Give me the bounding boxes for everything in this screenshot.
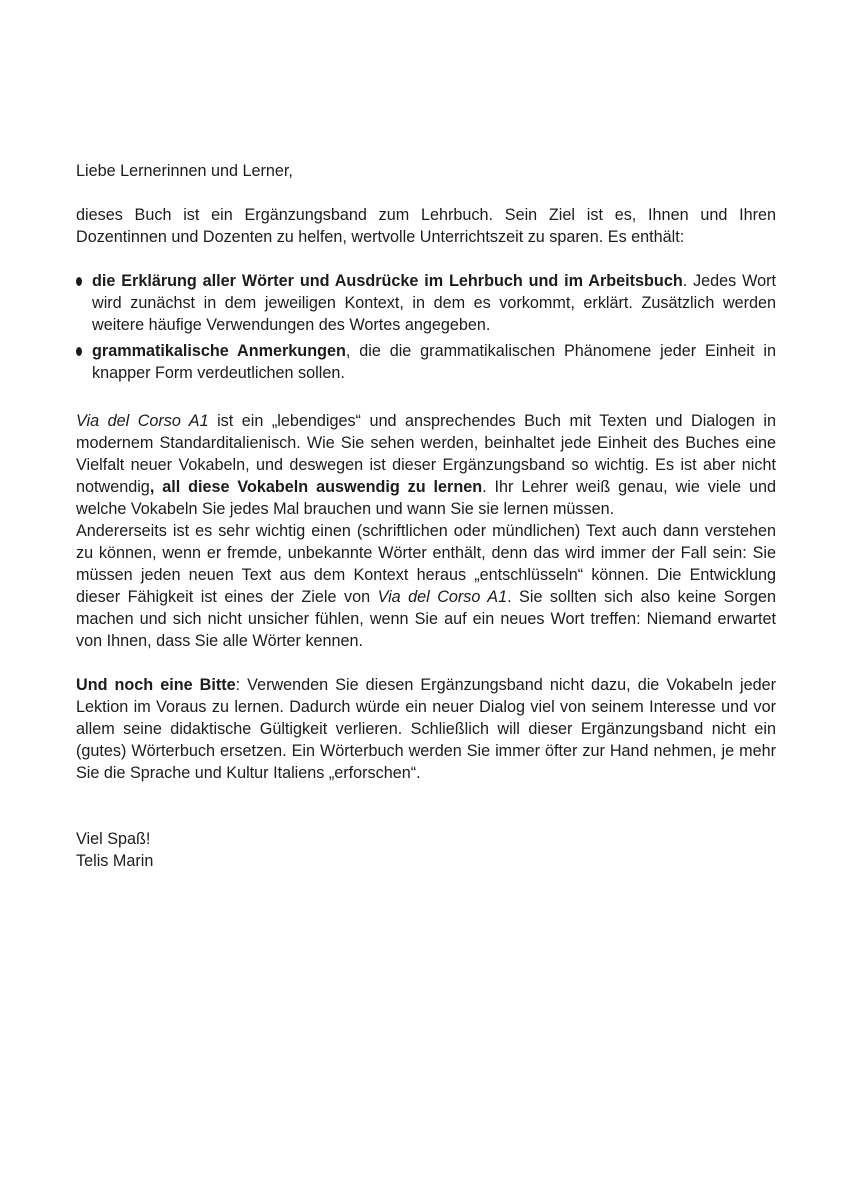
bullet-icon	[76, 347, 82, 356]
greeting: Liebe Lernerinnen und Lerner,	[76, 162, 293, 180]
letter	[76, 160, 776, 872]
contents-list	[76, 270, 776, 384]
list-item	[76, 270, 776, 336]
intro-paragraph: dieses Buch ist ein Ergänzungsband zum Lehrbuch. Sein Ziel ist es, Ihnen und Ihren Dozentinnen und Dozenten zu helfen, wertvolle Unterrichtszeit zu sparen. Es enthält:	[76, 206, 776, 246]
emphasis: , all diese Vokabeln auswendig zu lernen	[149, 478, 483, 496]
context-paragraph: Andererseits ist es sehr wichtig einen (schriftlichen oder mündlichen) Text auch dann verstehen zu können, wenn er fremde, unbekannte Wörter enthält, denn das wird immer der Fall sein: Sie müssen jeden neuen Text aus dem Kontext heraus „entschlüsseln“ können. Die Entwicklung dieser Fähigkeit ist eines der Ziele von Via del Corso A1. Sie sollten sich also keine Sorgen machen und sich nicht unsicher fühlen, wenn Sie auf ein neues Wort treffen: Niemand erwartet von Ihnen, dass Sie alle Wörter kennen.	[76, 522, 776, 650]
book-title: Via del Corso A1	[76, 412, 209, 430]
bullet-icon	[76, 277, 82, 286]
list-item-text: . Jedes Wort wird zunächst in dem jeweiligen Kontext, in dem es vorkommt, erklärt. Zusätzlich werden weitere häufige Verwendungen des Wortes angegeben.	[92, 272, 776, 334]
book-title: Via del Corso A1	[377, 588, 508, 606]
list-item-bold: grammatikalische Anmerkungen	[92, 342, 346, 360]
list-item-text: , die die grammatikalischen Phänomene jeder Einheit in knapper Form verdeutlichen sollen.	[92, 342, 776, 382]
signature: Telis Marin	[76, 852, 154, 870]
request-paragraph: Und noch eine Bitte: Verwenden Sie diesen Ergänzungsband nicht dazu, die Vokabeln jeder Lektion im Voraus zu lernen. Dadurch würde ein neuer Dialog viel von seinem Interesse und vor allem seine didaktische Gültigkeit verlieren. Schließlich will dieser Ergänzungsband nicht ein (gutes) Wörterbuch ersetzen. Ein Wörterbuch werden Sie immer öfter zur Hand nehmen, je mehr Sie die Sprache und Kultur Italiens „erforschen“.	[76, 676, 776, 782]
closing: Viel Spaß!	[76, 830, 151, 848]
list-item	[76, 340, 776, 384]
emphasis: Und noch eine Bitte	[76, 676, 236, 694]
book-description-paragraph: Via del Corso A1 ist ein „lebendiges“ und ansprechendes Buch mit Texten und Dialogen in modernem Standarditalienisch. Wie Sie sehen werden, beinhaltet jede Einheit des Buches eine Vielfalt neuer Vokabeln, und deswegen ist dieser Ergänzungsband so wichtig. Es ist aber nicht notwendig, all diese Vokabeln auswendig zu lernen. Ihr Lehrer weiß genau, wie viele und welche Vokabeln Sie jedes Mal brauchen und wann Sie sie lernen müssen.	[76, 412, 776, 518]
list-item-bold: die Erklärung aller Wörter und Ausdrücke im Lehrbuch und im Arbeitsbuch	[92, 272, 683, 290]
